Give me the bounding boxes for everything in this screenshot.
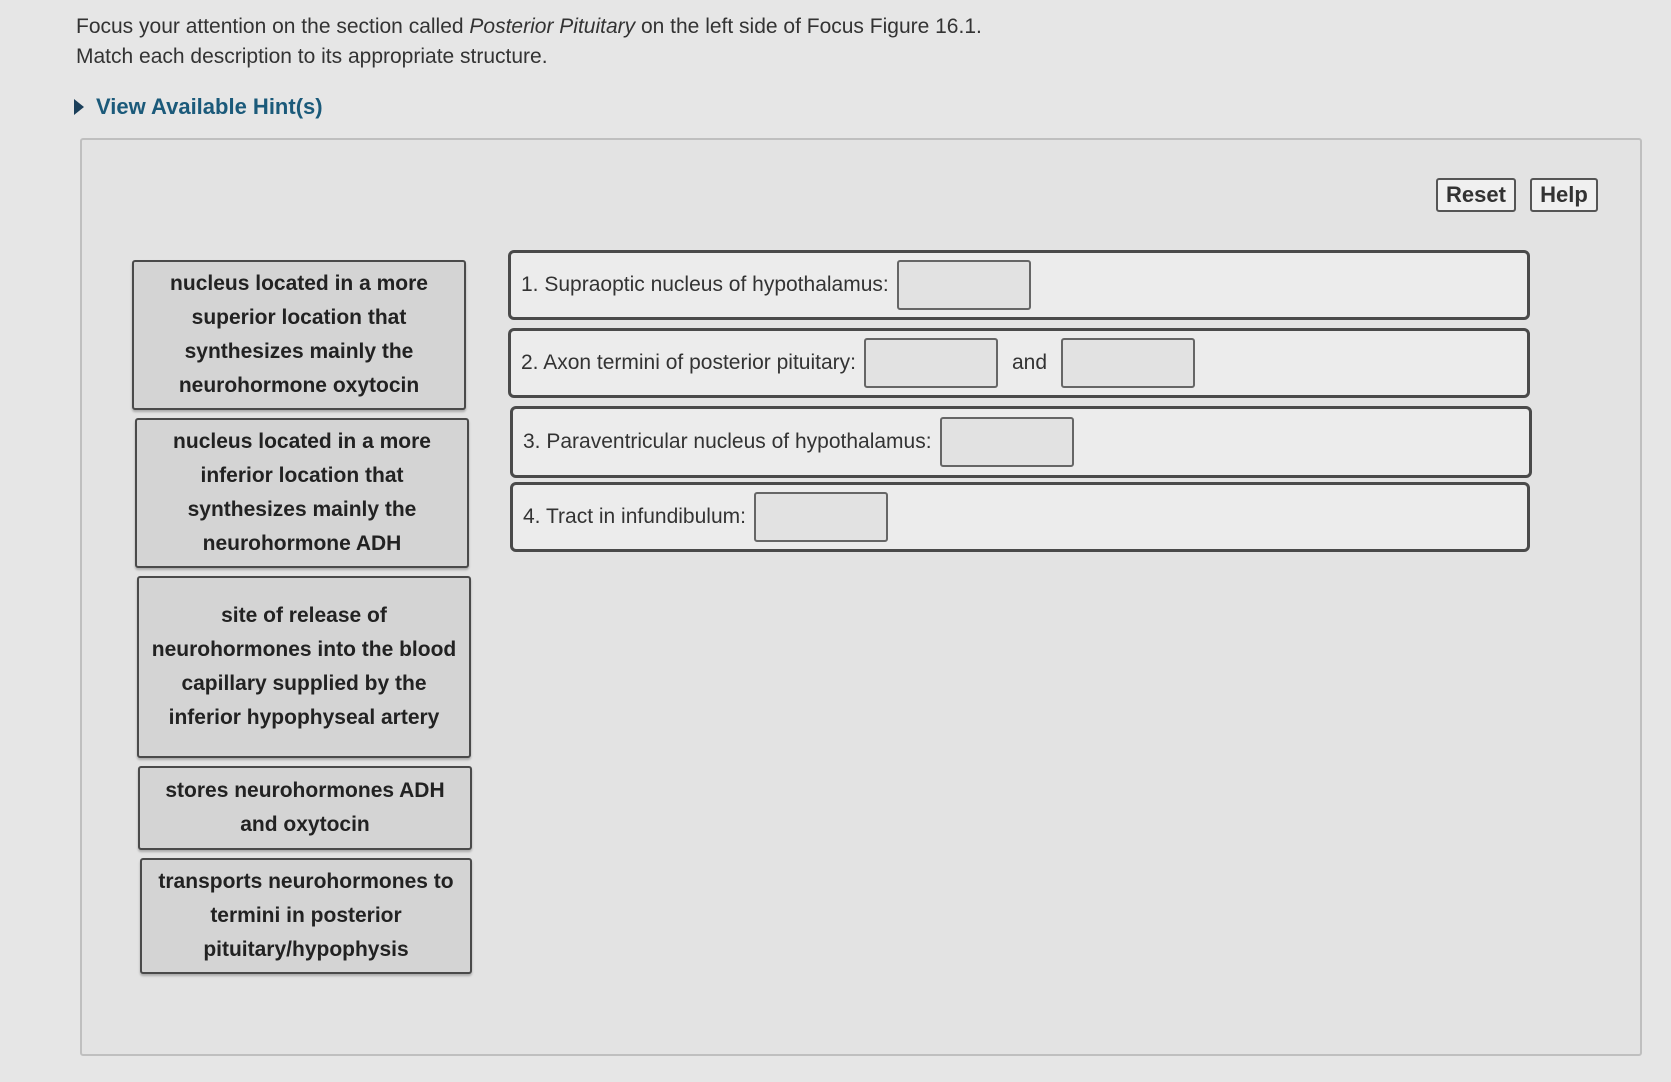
draggable-label-5[interactable]: transports neurohormones to termini in posterior pituitary/hypophysis [140, 858, 472, 974]
instruction-line-1: Focus your attention on the section called Posterior Pituitary on the left side of Focus Figure 16.1. [76, 15, 982, 38]
instruction-line-2: Match each description to its appropriate structure. [76, 45, 548, 68]
draggable-label-1[interactable]: nucleus located in a more superior location that synthesizes mainly the neurohormone oxytocin [132, 260, 466, 410]
expand-triangle-icon [74, 99, 84, 115]
and-connector: and [1012, 351, 1048, 374]
target-row-3 [510, 406, 1532, 478]
help-button[interactable]: Help [1530, 178, 1598, 212]
target-label-1: 1. Supraoptic nucleus of hypothalamus: [521, 273, 889, 296]
draggable-label-2[interactable]: nucleus located in a more inferior location that synthesizes mainly the neurohormone ADH [135, 418, 469, 568]
target-row-2 [508, 328, 1530, 398]
target-label-3: 3. Paraventricular nucleus of hypothalamus: [523, 430, 932, 453]
instructions [76, 12, 982, 72]
view-hints-toggle[interactable] [74, 94, 323, 120]
draggable-label-3[interactable]: site of release of neurohormones into the blood capillary supplied by the inferior hypophyseal artery [137, 576, 471, 758]
draggable-label-4[interactable]: stores neurohormones ADH and oxytocin [138, 766, 472, 850]
reset-button[interactable]: Reset [1436, 178, 1516, 212]
target-row-1 [508, 250, 1530, 320]
drop-zone-1[interactable] [897, 260, 1031, 310]
drop-zone-4[interactable] [754, 492, 888, 542]
target-row-4 [510, 482, 1530, 552]
drop-zone-3[interactable] [940, 417, 1074, 467]
drop-zone-2b[interactable] [1061, 338, 1195, 388]
target-label-2: 2. Axon termini of posterior pituitary: [521, 351, 856, 374]
drop-zone-2a[interactable] [864, 338, 998, 388]
target-label-4: 4. Tract in infundibulum: [523, 505, 746, 528]
hint-label: View Available Hint(s) [96, 94, 323, 119]
